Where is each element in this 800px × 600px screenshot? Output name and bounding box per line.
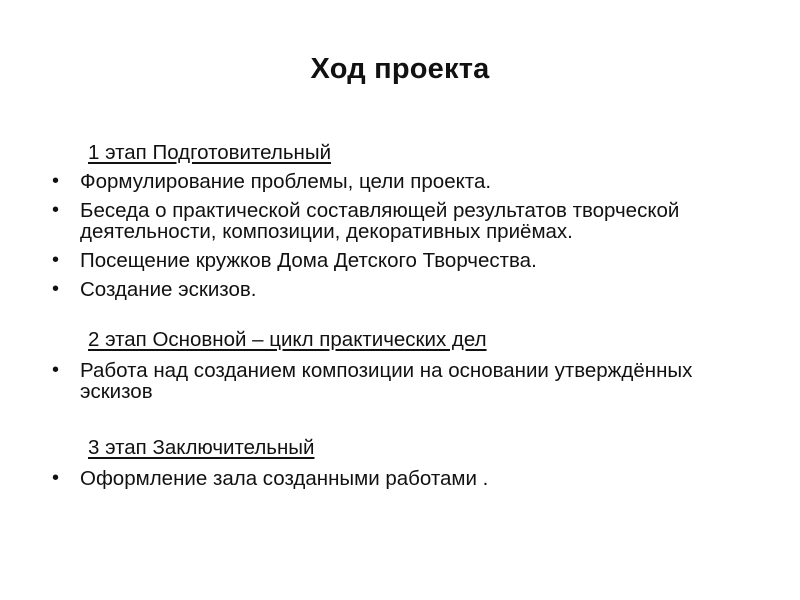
bullet-icon: •	[52, 359, 60, 381]
bullet-text: Беседа о практической составляющей результатов творческой деятельности, композиции, декоративных приёмах.	[80, 199, 680, 243]
stage-1-bullet-list	[52, 171, 752, 300]
bullet-icon: •	[52, 170, 60, 192]
bullet-text: Посещение кружков Дома Детского Творчества.	[80, 249, 537, 272]
stage-2-section	[52, 327, 752, 402]
stage-1-heading: 1 этап Подготовительный	[88, 141, 332, 164]
slide-title: Ход проекта	[310, 53, 490, 85]
bullet-icon: •	[52, 249, 60, 271]
stage-2-heading: 2 этап Основной – цикл практических дел	[88, 328, 487, 351]
bullet-text: Оформление зала созданными работами .	[80, 467, 489, 490]
bullet-text: Формулирование проблемы, цели проекта.	[80, 170, 492, 193]
slide-content	[52, 140, 752, 489]
bullet-text: Создание эскизов.	[80, 278, 257, 301]
stage-3-section	[52, 435, 752, 489]
bullet-item	[52, 171, 752, 192]
bullet-item	[52, 250, 752, 271]
stage-2-bullet-list	[52, 360, 752, 402]
stage-3-heading: 3 этап Заключительный	[88, 436, 315, 459]
stage-1-section	[52, 140, 752, 300]
bullet-icon: •	[52, 199, 60, 221]
bullet-icon: •	[52, 278, 60, 300]
stage-3-bullet-list	[52, 468, 752, 489]
bullet-item	[52, 200, 752, 242]
bullet-icon: •	[52, 467, 60, 489]
bullet-item	[52, 360, 752, 402]
bullet-item	[52, 468, 752, 489]
bullet-item	[52, 279, 752, 300]
bullet-text: Работа над созданием композиции на основании утверждённых эскизов	[80, 359, 693, 403]
